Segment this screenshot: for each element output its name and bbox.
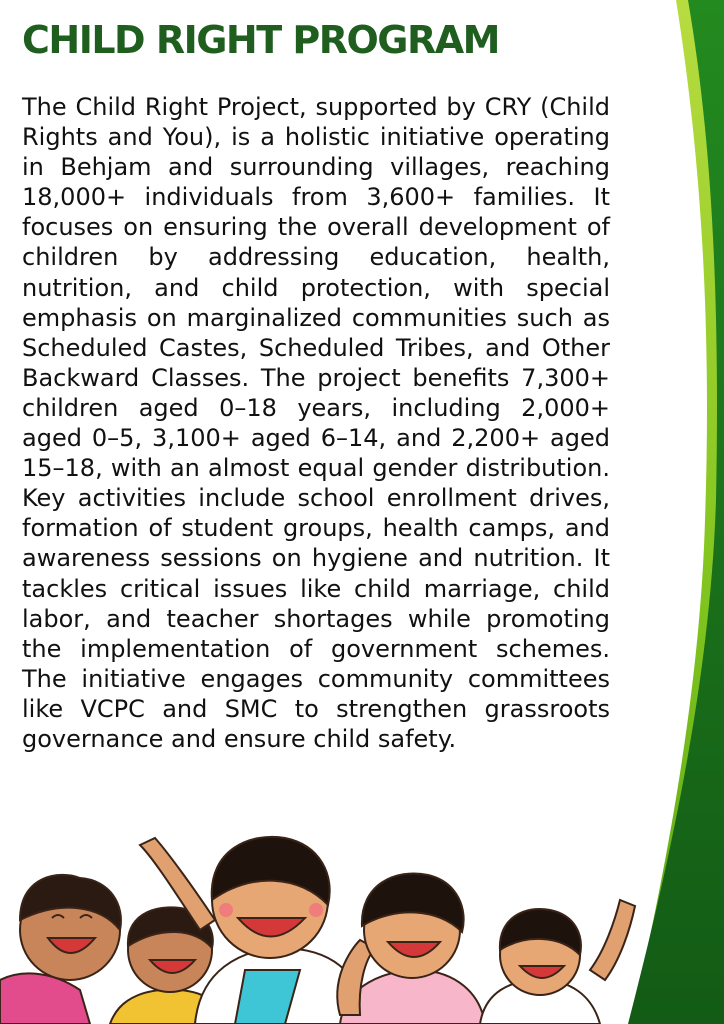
page-title: CHILD RIGHT PROGRAM [22,18,499,62]
child-5 [480,900,635,1024]
child-4 [337,873,485,1024]
program-description: The Child Right Project, supported by CRY (Child Rights and You), is a holistic initiative operating in Behjam and surrounding villages, reaching 18,000+ individuals from 3,600+ families. It focuses on ensuring the overall development of children by addressing education, health, nutrition, and child protection, with special emphasis on marginalized communities such as Scheduled Castes, Scheduled Tribes, and Other Backward Classes. The project benefits 7,300+ children aged 0–18 years, including 2,000+ aged 0–5, 3,100+ aged 6–14, and 2,200+ aged 15–18, with an almost equal gender distribution. Key activities include school enrollment drives, formation of student groups, health camps, and awareness sessions on hygiene and nutrition. It tackles critical issues like child marriage, child labor, and teacher shortages while promoting the implementation of government schemes. The initiative engages community committees like VCPC and SMC to strengthen grassroots governance and ensure child safety. [22,93,610,753]
child-1 [0,875,121,1024]
laughing-children-illustration [0,820,640,1024]
